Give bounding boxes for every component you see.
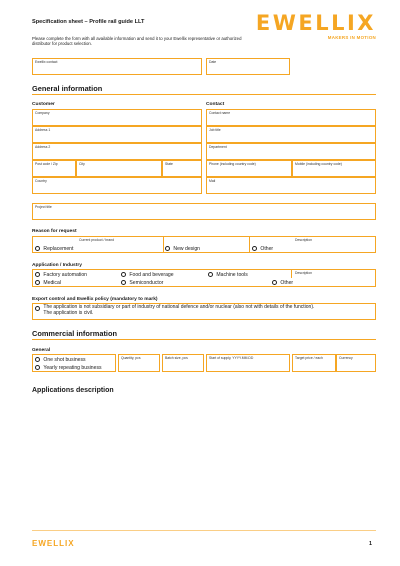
mobile-label: Mobile (including country code): [295, 162, 342, 166]
reason-separator-1: [163, 237, 164, 253]
state-field[interactable]: [162, 160, 202, 177]
target-price-label: Target price / each: [295, 356, 323, 360]
radio-circle-icon: [208, 272, 213, 277]
current-product-label: Current product / brand: [79, 238, 115, 242]
country-field[interactable]: [32, 177, 202, 194]
reason-replacement-label: Replacement: [43, 245, 74, 252]
reason-description-label: Description: [295, 238, 312, 242]
mobile-field[interactable]: [292, 160, 376, 177]
state-label: State: [165, 162, 173, 166]
mail-field[interactable]: [206, 177, 376, 194]
start-of-supply-field[interactable]: [206, 354, 290, 372]
reason-separator-2: [249, 237, 250, 253]
export-line-2: The application is civil.: [43, 309, 94, 316]
phone-field[interactable]: [206, 160, 292, 177]
post-code-field[interactable]: [32, 160, 76, 177]
address1-label: Address 1: [35, 128, 51, 132]
application-food-beverage-radio[interactable]: [121, 272, 174, 278]
currency-field[interactable]: [336, 354, 376, 372]
batch-size-field[interactable]: [162, 354, 204, 372]
application-box: [32, 269, 376, 287]
company-field[interactable]: [32, 109, 202, 126]
export-control-heading: Export control and Ewellix policy (mandatory to mark): [32, 297, 158, 302]
contact-name-field[interactable]: [206, 109, 376, 126]
city-label: City: [79, 162, 85, 166]
commercial-information-heading: Commercial information: [32, 329, 118, 338]
radio-circle-icon: [35, 246, 40, 251]
address2-field[interactable]: [32, 143, 202, 160]
export-line-1: The application is not subsidiary or part of industry of national defence and/or nuclear (also not with details of the function).: [43, 304, 315, 310]
reason-new-design-label: New design: [173, 245, 201, 252]
radio-circle-icon: [35, 272, 40, 277]
quantity-field[interactable]: [118, 354, 160, 372]
reason-replacement-radio[interactable]: [35, 246, 73, 252]
one-shot-radio[interactable]: [35, 357, 86, 363]
application-medical-radio[interactable]: [35, 280, 61, 286]
radio-circle-icon: [35, 365, 40, 370]
company-label: Company: [35, 111, 50, 115]
application-semiconductor-label: Semiconductor: [129, 279, 164, 286]
footer-logo: EWELLIX: [32, 539, 75, 548]
quantity-label: Quantity, pcs: [121, 356, 141, 360]
export-civil-checkbox[interactable]: [35, 305, 373, 316]
application-factory-automation-label: Factory automation: [43, 271, 87, 278]
reason-other-label: Other: [260, 245, 274, 252]
export-control-box: [32, 303, 376, 320]
business-type-box: [32, 354, 116, 372]
page-number: 1: [369, 541, 372, 547]
radio-circle-icon: [121, 272, 126, 277]
mail-label: Mail: [209, 179, 216, 183]
yearly-repeating-label: Yearly repeating business: [43, 364, 102, 371]
document-title: Specification sheet – Profile rail guide LLT: [32, 19, 145, 25]
reason-new-design-radio[interactable]: [165, 246, 200, 252]
reason-heading: Reason for request: [32, 229, 77, 234]
logo-wordmark: EWELLIX: [255, 11, 376, 35]
application-other-label: Other: [280, 279, 294, 286]
application-factory-automation-radio[interactable]: [35, 272, 87, 278]
post-code-label: Post code / Zip: [35, 162, 58, 166]
department-label: Department: [209, 145, 227, 149]
applications-description-heading: Applications description: [32, 387, 114, 394]
intro-text: Please complete the form with all available information and send it to your Ewellix representative or authorized distributor for product selection.: [32, 36, 242, 47]
footer-rule: [32, 530, 376, 531]
project-title-field[interactable]: [32, 203, 376, 220]
application-machine-tools-label: Machine tools: [216, 271, 248, 278]
application-separator: [291, 270, 292, 278]
export-statement: [43, 305, 373, 316]
radio-circle-icon: [35, 357, 40, 362]
address1-field[interactable]: [32, 126, 202, 143]
ewellix-contact-field[interactable]: [32, 58, 202, 75]
application-description-label: Description: [295, 271, 312, 275]
date-label: Date: [209, 60, 217, 64]
city-field[interactable]: [76, 160, 162, 177]
radio-circle-icon: [165, 246, 170, 251]
date-field[interactable]: [206, 58, 290, 75]
application-food-beverage-label: Food and beverage: [129, 271, 174, 278]
application-other-radio[interactable]: [272, 280, 293, 286]
radio-circle-icon: [252, 246, 257, 251]
customer-heading: Customer: [32, 102, 55, 107]
reason-other-radio[interactable]: [252, 246, 273, 252]
address2-label: Address 2: [35, 145, 51, 149]
one-shot-label: One shot business: [43, 356, 86, 363]
job-title-field[interactable]: [206, 126, 376, 143]
yearly-repeating-radio[interactable]: [35, 365, 102, 371]
commercial-general-heading: General: [32, 348, 51, 353]
application-machine-tools-radio[interactable]: [208, 272, 248, 278]
application-heading: Application / Industry: [32, 263, 82, 268]
radio-circle-icon: [121, 280, 126, 285]
start-of-supply-label: Start of supply, YYYY.MM.DD: [209, 356, 254, 360]
reason-box: [32, 236, 376, 253]
project-title-label: Project title: [35, 205, 52, 209]
ewellix-contact-label: Ewellix contact: [35, 60, 58, 64]
department-field[interactable]: [206, 143, 376, 160]
target-price-field[interactable]: [292, 354, 336, 372]
country-label: Country: [35, 179, 47, 183]
radio-circle-icon: [35, 280, 40, 285]
batch-size-label: Batch size, pcs: [165, 356, 188, 360]
ewellix-logo: [256, 12, 376, 40]
contact-heading: Contact: [206, 102, 225, 107]
currency-label: Currency: [339, 356, 353, 360]
general-rule: [32, 94, 376, 95]
contact-name-label: Contact name: [209, 111, 231, 115]
general-information-heading: General information: [32, 84, 103, 93]
phone-label: Phone (including country code): [209, 162, 256, 166]
logo-tagline: MAKERS IN MOTION: [327, 35, 376, 40]
application-semiconductor-radio[interactable]: [121, 280, 163, 286]
application-medical-label: Medical: [43, 279, 61, 286]
radio-circle-icon: [35, 306, 40, 311]
job-title-label: Job title: [209, 128, 221, 132]
commercial-rule: [32, 339, 376, 340]
radio-circle-icon: [272, 280, 277, 285]
